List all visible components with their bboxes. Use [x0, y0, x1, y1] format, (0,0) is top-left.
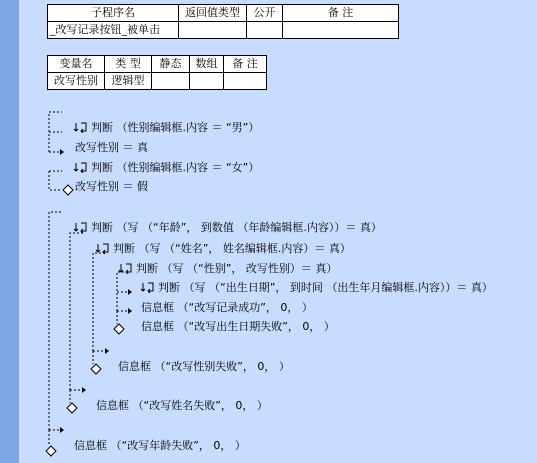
msgbox-gender-fail[interactable] — [111, 343, 290, 373]
msgbox-age-fail[interactable] — [67, 422, 246, 452]
header-array: 数组 — [190, 56, 224, 73]
condition-icon — [118, 262, 134, 274]
assign-statement-true[interactable] — [68, 124, 148, 154]
if-statement-gender[interactable] — [111, 245, 338, 275]
header-var-type: 类 型 — [105, 56, 152, 73]
cell-sub-name[interactable]: _改写记录按钮_被单击 — [48, 22, 179, 39]
header-return-type: 返回值类型 — [179, 5, 247, 22]
if-statement-birthdate[interactable] — [133, 264, 493, 294]
code-text: 信息框 （“改写记录成功”， 0， ） — [141, 301, 313, 314]
code-text: 判断 （写 （“年龄”， 到数值 （年龄编辑框.内容））＝ 真） — [91, 221, 382, 234]
if-statement-age[interactable] — [66, 204, 382, 234]
code-text: 信息框 （“改写年龄失败”， 0， ） — [74, 439, 246, 452]
cell-var-type[interactable]: 逻辑型 — [105, 73, 152, 90]
msgbox-success[interactable] — [134, 284, 313, 314]
code-text: 判断 （写 （“姓名”， 姓名编辑框.内容）＝ 真） — [113, 242, 351, 255]
header-static: 静态 — [152, 56, 190, 73]
code-text: 信息框 （“改写出生日期失败”， 0， ） — [141, 320, 335, 333]
msgbox-birthdate-fail[interactable] — [134, 303, 335, 333]
code-text: 判断 （性别编辑框.内容 ＝ “女”） — [91, 161, 260, 174]
code-text: 信息框 （“改写性别失败”， 0， ） — [118, 360, 290, 373]
header-sub-name: 子程序名 — [48, 5, 179, 22]
header-public: 公开 — [247, 5, 283, 22]
if-statement-male[interactable] — [66, 104, 260, 134]
msgbox-name-fail[interactable] — [89, 382, 268, 412]
code-text: 改写性别 ＝ 假 — [75, 180, 148, 193]
cell-var-name[interactable]: 改写性别 — [48, 73, 105, 90]
if-statement-name[interactable] — [88, 225, 351, 255]
code-text: 判断 （性别编辑框.内容 ＝ “男”） — [91, 121, 260, 134]
assign-statement-false[interactable] — [68, 163, 148, 193]
condition-icon — [73, 221, 89, 233]
header-var-name: 变量名 — [48, 56, 105, 73]
code-text: 信息框 （“改写姓名失败”， 0， ） — [96, 399, 268, 412]
code-text: 判断 （写 （“性别”， 改写性别）＝ 真） — [136, 262, 338, 275]
header-remark: 备 注 — [283, 5, 399, 22]
header-var-remark: 备 注 — [224, 56, 267, 73]
code-text: 判断 （写 （“出生日期”， 到时间 （出生年月编辑框.内容））＝ 真） — [158, 281, 493, 294]
if-statement-female[interactable] — [66, 144, 260, 174]
code-text: 改写性别 ＝ 真 — [75, 141, 148, 154]
condition-icon — [95, 242, 111, 254]
